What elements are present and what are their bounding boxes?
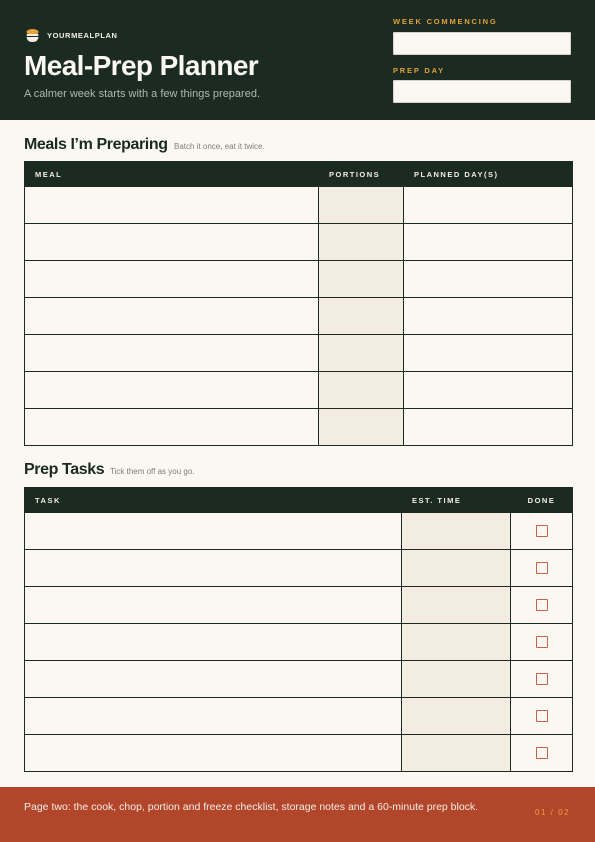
tasks-table-header	[25, 488, 573, 513]
table-row	[25, 261, 573, 298]
meal-cell[interactable]	[25, 372, 319, 409]
table-row	[25, 624, 573, 661]
tasks-table	[24, 487, 573, 772]
portions-cell[interactable]	[319, 261, 404, 298]
table-row	[25, 587, 573, 624]
column-header-portions: PORTIONS	[319, 162, 404, 187]
est-time-cell[interactable]	[402, 550, 511, 587]
meal-cell[interactable]	[25, 187, 319, 224]
column-header-planned-days: PLANNED DAY(S)	[404, 162, 573, 187]
portions-cell[interactable]	[319, 409, 404, 446]
done-checkbox[interactable]	[536, 599, 548, 611]
table-row	[25, 372, 573, 409]
brand	[25, 28, 118, 43]
week-commencing-field[interactable]	[393, 32, 571, 55]
meals-table-header	[25, 162, 573, 187]
planned-days-cell[interactable]	[404, 298, 573, 335]
est-time-cell[interactable]	[402, 661, 511, 698]
meal-cell[interactable]	[25, 409, 319, 446]
footer-note: Page two: the cook, chop, portion and freeze checklist, storage notes and a 60-minute prep block.	[24, 801, 479, 813]
portions-cell[interactable]	[319, 372, 404, 409]
est-time-cell[interactable]	[402, 513, 511, 550]
done-checkbox[interactable]	[536, 673, 548, 685]
column-header-done: DONE	[511, 488, 573, 513]
est-time-cell[interactable]	[402, 587, 511, 624]
page-subtitle: A calmer week starts with a few things prepared.	[24, 88, 260, 100]
column-header-meal: MEAL	[25, 162, 319, 187]
done-checkbox[interactable]	[536, 636, 548, 648]
bowl-logo-icon	[25, 28, 40, 43]
portions-cell[interactable]	[319, 224, 404, 261]
portions-cell[interactable]	[319, 187, 404, 224]
done-checkbox[interactable]	[536, 747, 548, 759]
done-cell	[511, 698, 573, 735]
brand-name: YOURMEALPLAN	[47, 31, 118, 40]
done-cell	[511, 661, 573, 698]
done-cell	[511, 550, 573, 587]
table-row	[25, 550, 573, 587]
done-checkbox[interactable]	[536, 562, 548, 574]
meals-table	[24, 161, 573, 446]
header-band	[0, 0, 595, 120]
meal-cell[interactable]	[25, 335, 319, 372]
week-commencing-label: WEEK COMMENCING	[393, 17, 498, 26]
table-row	[25, 224, 573, 261]
page-title: Meal-Prep Planner	[24, 50, 259, 81]
prep-day-label: PREP DAY	[393, 66, 445, 75]
est-time-cell[interactable]	[402, 624, 511, 661]
table-row	[25, 661, 573, 698]
done-cell	[511, 587, 573, 624]
table-row	[25, 698, 573, 735]
table-row	[25, 513, 573, 550]
table-row	[25, 335, 573, 372]
table-row	[25, 409, 573, 446]
planned-days-cell[interactable]	[404, 372, 573, 409]
meal-cell[interactable]	[25, 224, 319, 261]
tasks-section-subtitle: Tick them off as you go.	[110, 467, 195, 476]
planned-days-cell[interactable]	[404, 261, 573, 298]
done-cell	[511, 624, 573, 661]
page-number: 01 / 02	[535, 808, 570, 817]
done-cell	[511, 735, 573, 772]
done-cell	[511, 513, 573, 550]
portions-cell[interactable]	[319, 298, 404, 335]
prep-day-field[interactable]	[393, 80, 571, 103]
task-cell[interactable]	[25, 698, 402, 735]
tasks-section-title: Prep Tasks	[24, 461, 105, 478]
planned-days-cell[interactable]	[404, 187, 573, 224]
planned-days-cell[interactable]	[404, 224, 573, 261]
table-row	[25, 187, 573, 224]
est-time-cell[interactable]	[402, 698, 511, 735]
table-row	[25, 298, 573, 335]
meals-section-title: Meals I’m Preparing	[24, 136, 168, 153]
task-cell[interactable]	[25, 735, 402, 772]
task-cell[interactable]	[25, 624, 402, 661]
planned-days-cell[interactable]	[404, 409, 573, 446]
task-cell[interactable]	[25, 587, 402, 624]
done-checkbox[interactable]	[536, 525, 548, 537]
footer-band	[0, 787, 595, 842]
planned-days-cell[interactable]	[404, 335, 573, 372]
done-checkbox[interactable]	[536, 710, 548, 722]
task-cell[interactable]	[25, 550, 402, 587]
column-header-est-time: EST. TIME	[402, 488, 511, 513]
task-cell[interactable]	[25, 661, 402, 698]
meal-cell[interactable]	[25, 298, 319, 335]
table-row	[25, 735, 573, 772]
est-time-cell[interactable]	[402, 735, 511, 772]
portions-cell[interactable]	[319, 335, 404, 372]
meals-section-subtitle: Batch it once, eat it twice.	[174, 142, 265, 151]
task-cell[interactable]	[25, 513, 402, 550]
column-header-task: TASK	[25, 488, 402, 513]
meal-cell[interactable]	[25, 261, 319, 298]
